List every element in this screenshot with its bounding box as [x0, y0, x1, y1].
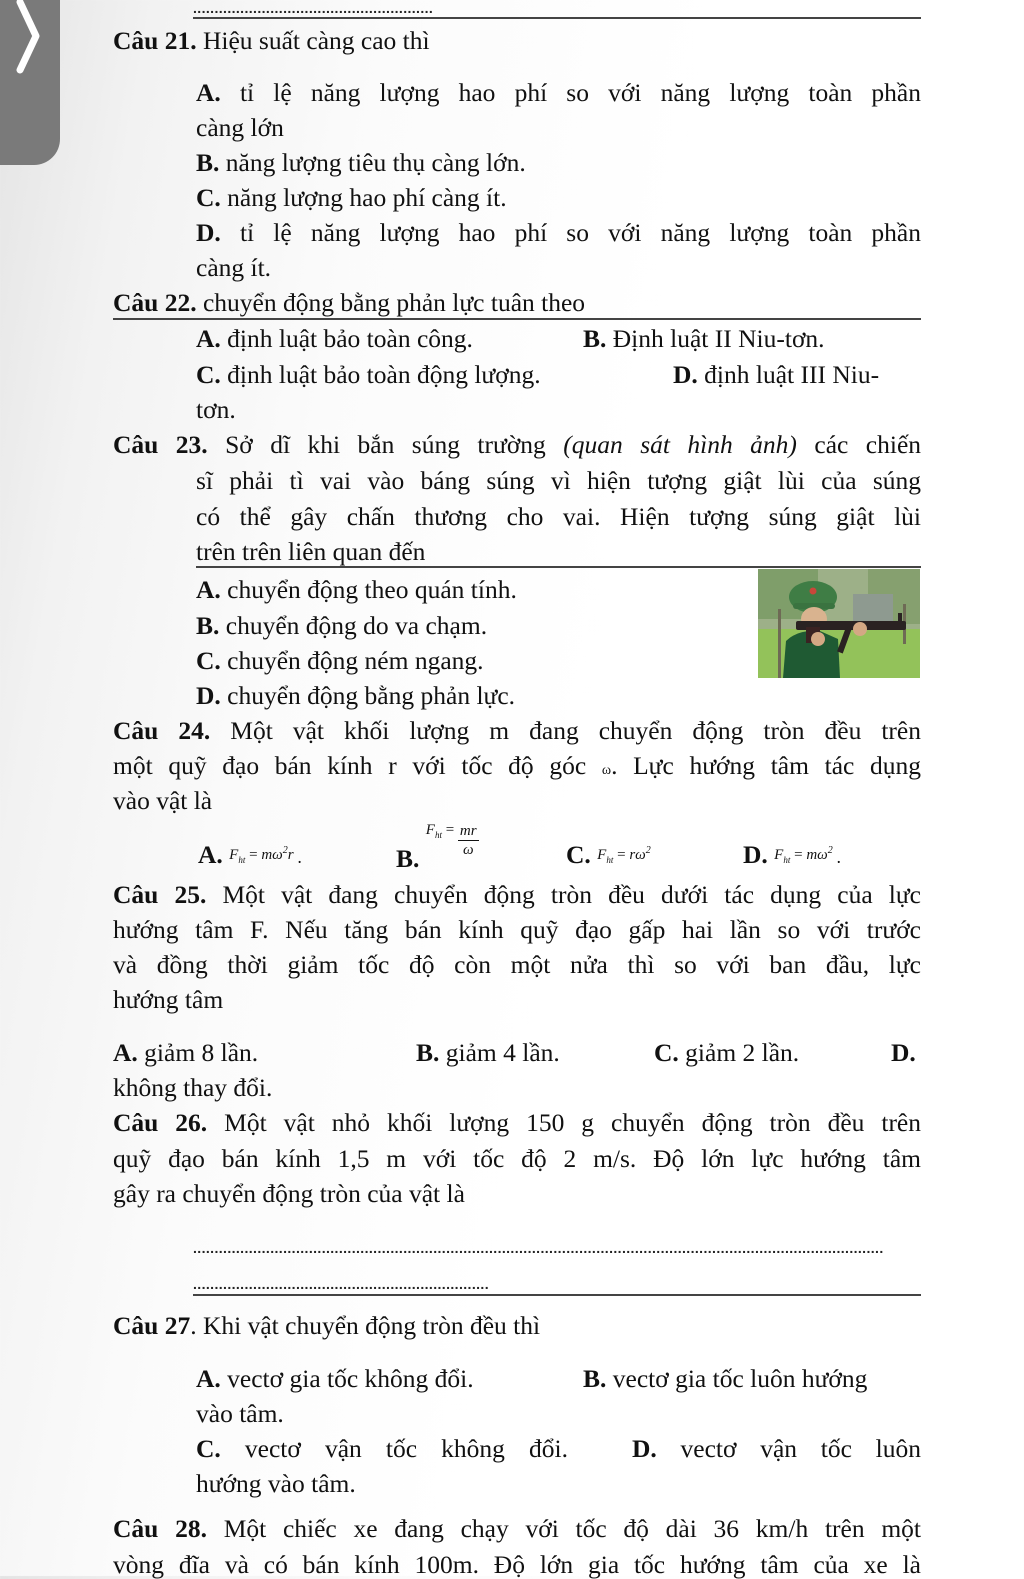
question-stem: Sở dĩ khi bắn súng trường: [225, 430, 546, 459]
question-stem: Hiệu suất càng cao thì: [202, 26, 430, 55]
option-a[interactable]: [196, 577, 517, 603]
option-d-continued: hướng vào tâm.: [196, 1469, 356, 1498]
option-key: A.: [113, 1038, 138, 1067]
option-text: chuyển động ném ngang.: [227, 646, 484, 675]
answer-dotted-line: ........................................................: [193, 0, 434, 16]
period: .: [297, 847, 302, 867]
question-21: [113, 28, 430, 54]
question-stem-line: có thể gây chấn thương cho vai. Hiện tượng súng giật lùi: [196, 502, 921, 531]
formula-equals: =: [794, 847, 803, 863]
option-text: định luật bảo toàn động lượng.: [227, 360, 541, 389]
option-key: D.: [891, 1038, 916, 1067]
omega-symbol: ω: [601, 763, 612, 778]
question-label: Câu 21.: [113, 26, 197, 55]
question-23: [113, 432, 921, 458]
option-text: vectơ vận tốc luôn: [680, 1434, 921, 1463]
option-a[interactable]: [196, 80, 921, 106]
option-text: năng lượng hao phí càng ít.: [227, 183, 507, 212]
option-text: vectơ gia tốc luôn hướng: [612, 1364, 868, 1393]
formula-exponent: 2: [282, 845, 288, 856]
formula-subscript: ht: [606, 855, 614, 865]
option-d[interactable]: [196, 220, 921, 246]
option-b[interactable]: [416, 1040, 560, 1066]
formula-subscript: ht: [238, 855, 246, 865]
option-key: C.: [196, 360, 221, 389]
formula-equals: =: [617, 847, 626, 863]
question-stem-line: sĩ phải tì vai vào báng súng vì hiện tượng giật lùi của súng: [196, 466, 921, 495]
formula: [774, 847, 836, 863]
option-key: D.: [196, 218, 221, 247]
option-c[interactable]: [654, 1040, 799, 1066]
question-stem: Một chiếc xe đang chạy với tốc độ dài 36 km/h trên một: [223, 1514, 921, 1543]
option-key: B.: [583, 324, 607, 353]
question-stem-italic: (quan sát hình ảnh): [563, 430, 797, 459]
previous-page-tab[interactable]: [0, 0, 60, 165]
option-key: A.: [196, 575, 221, 604]
option-key: B.: [583, 1364, 607, 1393]
question-label: Câu 23.: [113, 430, 208, 459]
question-22: [113, 290, 585, 316]
period: .: [836, 847, 842, 867]
option-text: giảm 8 lần.: [144, 1038, 259, 1067]
question-26: [113, 1110, 921, 1136]
divider: [113, 318, 921, 320]
question-stem: . Lực hướng tâm tác dụng: [611, 751, 921, 780]
divider: [193, 1294, 921, 1296]
question-label: Câu 22.: [113, 288, 197, 317]
question-28: [113, 1516, 921, 1542]
formula-rhs: mω: [261, 847, 283, 863]
question-stem: . Khi vật chuyển động tròn đều thì: [190, 1311, 541, 1340]
option-text: vectơ gia tốc không đổi.: [227, 1364, 474, 1393]
question-25: [113, 882, 921, 908]
option-text: giảm 2 lần.: [685, 1038, 800, 1067]
option-key: D.: [743, 840, 768, 869]
option-key: D.: [673, 360, 698, 389]
formula-rhs: r: [287, 847, 294, 863]
option-c[interactable]: [196, 1436, 568, 1462]
formula-symbol: F: [425, 822, 435, 838]
fraction-denominator: ω: [462, 842, 474, 858]
option-a-continued: càng lớn: [196, 113, 284, 142]
question-stem: Một vật khối lượng m đang chuyển động tròn đều trên: [230, 716, 921, 745]
question-stem-line: hướng tâm F. Nếu tăng bán kính quỹ đạo gấp hai lần so với trước: [113, 915, 921, 944]
option-c[interactable]: [196, 362, 541, 388]
formula-symbol: F: [774, 847, 784, 863]
option-key: A.: [198, 840, 223, 869]
formula: [597, 847, 651, 863]
question-stem-line: hướng tâm: [113, 985, 224, 1014]
formula-subscript: ht: [434, 830, 442, 840]
option-a[interactable]: [196, 326, 473, 352]
answer-dotted-line[interactable]: .................................................................................................................................................................: [193, 1240, 884, 1256]
option-key: D.: [196, 681, 221, 710]
formula-fraction: [458, 822, 479, 859]
question-stem-line: vào vật là: [113, 786, 213, 815]
option-text: năng lượng tiêu thụ càng lớn.: [225, 148, 526, 177]
option-key: C.: [196, 1434, 221, 1463]
fraction-numerator: mr: [459, 823, 477, 839]
formula-subscript: ht: [783, 855, 791, 865]
option-a[interactable]: [196, 1366, 474, 1392]
divider: [196, 566, 921, 568]
option-key: D.: [632, 1434, 657, 1463]
option-d[interactable]: [673, 362, 879, 388]
option-b-continued: vào tâm.: [196, 1399, 284, 1428]
question-stem: Một vật nhỏ khối lượng 150 g chuyển động tròn đều trên: [224, 1108, 922, 1137]
option-a[interactable]: [113, 1040, 258, 1066]
option-c[interactable]: [196, 185, 507, 211]
question-27: [113, 1313, 540, 1339]
divider: [193, 17, 921, 19]
option-text: chuyển động bằng phản lực.: [227, 681, 516, 710]
option-text: chuyển động do va chạm.: [225, 611, 488, 640]
option-key: C.: [654, 1038, 679, 1067]
option-text: định luật III Niu-: [704, 360, 880, 389]
option-c[interactable]: [566, 840, 651, 870]
option-text: tỉ lệ năng lượng hao phí so với năng lượng toàn phần: [239, 218, 921, 247]
formula-rhs: mω: [806, 847, 828, 863]
option-d[interactable]: [196, 683, 515, 709]
soldier-aiming-rifle-photo: [758, 569, 920, 678]
option-b[interactable]: [196, 150, 526, 176]
option-b[interactable]: [396, 822, 479, 874]
option-key: B.: [196, 611, 220, 640]
option-key: B.: [416, 1038, 440, 1067]
option-b[interactable]: [583, 1366, 867, 1392]
question-stem-line: [113, 753, 921, 779]
formula-equals: =: [445, 822, 455, 838]
option-key: A.: [196, 78, 221, 107]
question-label: Câu 25.: [113, 880, 207, 909]
question-stem: Một vật đang chuyển động tròn đều dưới tác dụng của lực: [222, 880, 921, 909]
formula-equals: =: [249, 847, 258, 863]
question-stem-line: gây ra chuyển động tròn của vật là: [113, 1179, 465, 1208]
option-text: Định luật II Niu-tơn.: [612, 324, 825, 353]
question-stem: một quỹ đạo bán kính r với tốc độ góc: [113, 751, 587, 780]
option-key: A.: [196, 324, 221, 353]
chevron-right-icon: [14, 0, 44, 74]
option-b[interactable]: [583, 326, 825, 352]
option-key: B.: [196, 148, 220, 177]
option-d[interactable]: [632, 1436, 921, 1462]
answer-dotted-line[interactable]: .....................................................................: [193, 1276, 489, 1292]
question-label: Câu 28.: [113, 1514, 207, 1543]
question-stem-line: và đồng thời giảm tốc độ còn một nửa thì so với ban đầu, lực: [113, 950, 921, 979]
option-d[interactable]: [891, 1040, 916, 1066]
question-stem-line: vòng đĩa và có bán kính 100m. Độ lớn gia tốc hướng tâm của xe là: [113, 1550, 921, 1579]
option-c[interactable]: [196, 648, 484, 674]
question-label: Câu 24.: [113, 716, 211, 745]
formula-rhs: rω: [629, 847, 646, 863]
formula-exponent: 2: [645, 845, 651, 856]
option-text: giảm 4 lần.: [445, 1038, 560, 1067]
question-stem-line: trên trên liên quan đến: [196, 537, 426, 566]
option-key: C.: [196, 646, 221, 675]
question-label: Câu 27: [113, 1311, 191, 1340]
option-b[interactable]: [196, 613, 487, 639]
formula: [426, 822, 458, 838]
option-d-continued: tơn.: [196, 395, 236, 424]
photo-illustration: [758, 569, 920, 678]
option-d-continued: càng ít.: [196, 253, 272, 282]
option-key: C.: [196, 183, 221, 212]
option-a[interactable]: [198, 840, 302, 870]
option-d[interactable]: [743, 840, 841, 870]
option-d-text[interactable]: không thay đổi.: [113, 1073, 273, 1102]
question-label: Câu 26.: [113, 1108, 208, 1137]
question-stem: chuyển động bằng phản lực tuân theo: [202, 288, 586, 317]
question-24: [113, 718, 921, 744]
option-text: chuyển động theo quán tính.: [227, 575, 517, 604]
formula-symbol: F: [229, 847, 239, 863]
option-text: vectơ vận tốc không đổi.: [244, 1434, 569, 1463]
option-text: tỉ lệ năng lượng hao phí so với năng lượng toàn phần: [239, 78, 921, 107]
question-stem-line: quỹ đạo bán kính 1,5 m với tốc độ 2 m/s. Độ lớn lực hướng tâm: [113, 1144, 921, 1173]
formula: [229, 847, 297, 863]
formula-exponent: 2: [827, 845, 833, 856]
option-key: A.: [196, 1364, 221, 1393]
option-text: định luật bảo toàn công.: [227, 324, 473, 353]
option-key: C.: [566, 840, 591, 869]
option-key: B.: [396, 844, 420, 873]
formula-symbol: F: [597, 847, 607, 863]
question-stem: các chiến: [814, 430, 922, 459]
